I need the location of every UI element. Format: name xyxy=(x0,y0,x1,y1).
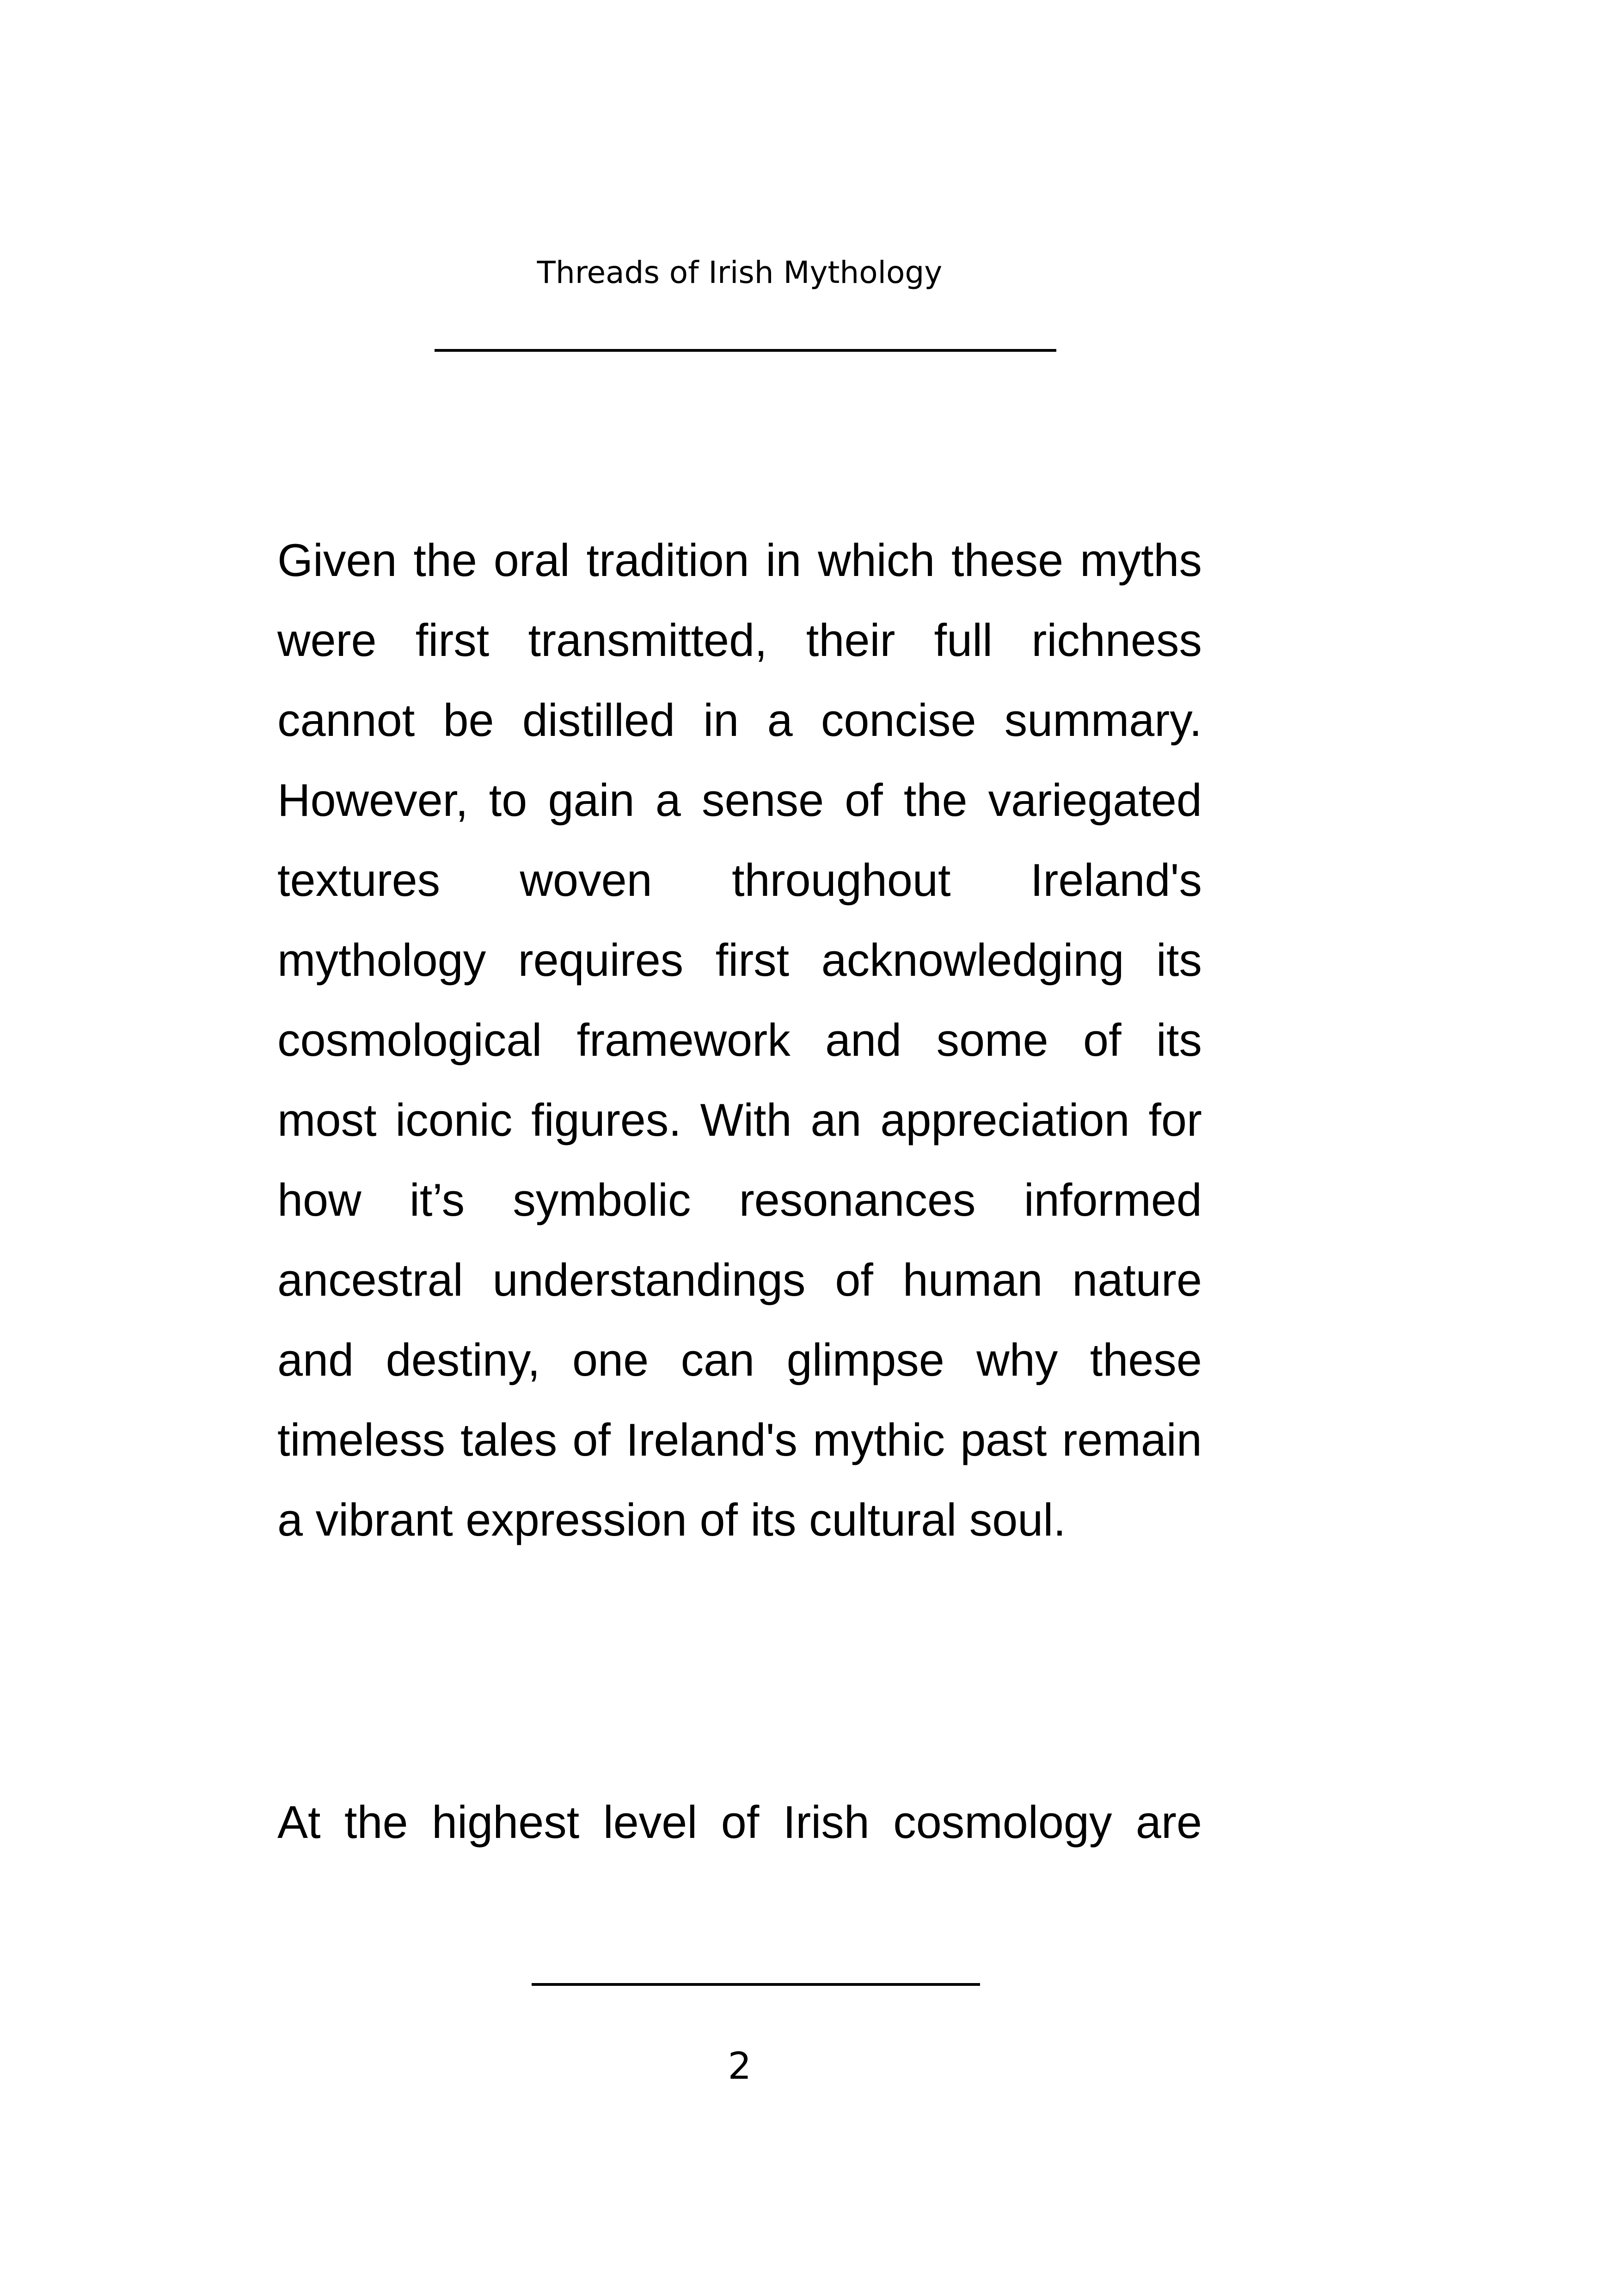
body-paragraph-2: At the highest level of Irish cosmology are xyxy=(277,1796,1202,1848)
footer-divider xyxy=(532,1983,980,1986)
header-divider xyxy=(435,349,1056,352)
body-paragraph-1: Given the oral tradition in which these myths were first transmitted, their full richness cannot be distilled in a concise summary. However, to gain a sense of the variegated textures woven throughout Ireland's mythology requires first acknowledging its cosmological framework and some of its most iconic figures. With an appreciation for how it’s symbolic resonances informed ancestral understandings of human nature and destiny, one can glimpse why these timeless tales of Ireland's mythic past remain a vibrant expression of its cultural soul. xyxy=(277,534,1202,1545)
running-header-title: Threads of Irish Mythology xyxy=(537,255,943,290)
page-number: 2 xyxy=(728,2045,752,2088)
